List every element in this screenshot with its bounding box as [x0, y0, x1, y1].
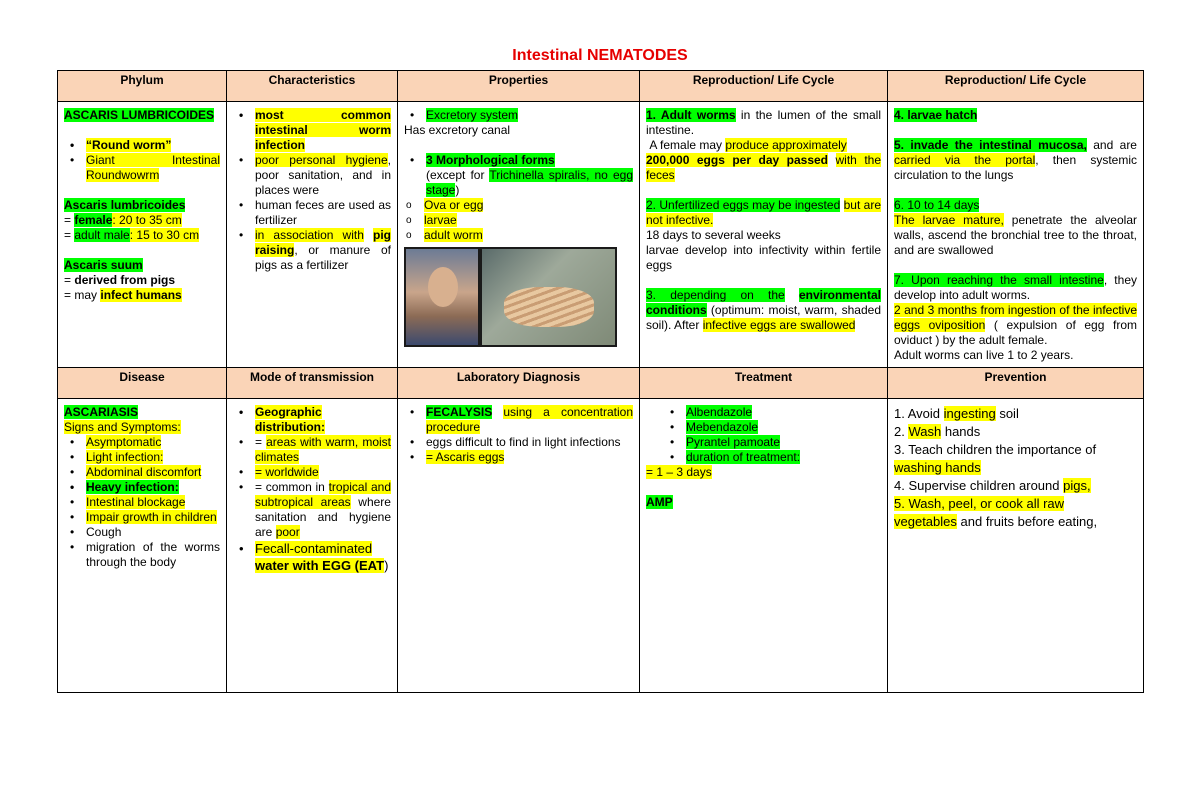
header-row-bottom	[58, 368, 1144, 399]
step-label: 1. Adult worms	[646, 108, 736, 122]
text: in the lumen of the small intestine.	[646, 108, 881, 137]
text: , then systemic circulation to the lungs	[894, 153, 1137, 182]
list-item: = worldwide	[255, 465, 319, 479]
text: , they develop into adult worms.	[894, 273, 1137, 302]
text: where sanitation and hygiene are	[255, 495, 391, 539]
list-item: Mebendazole	[686, 420, 759, 434]
step-label: 5. invade the intestinal mucosa,	[894, 138, 1087, 152]
properties-list	[404, 108, 633, 123]
list-item: Pyrantel pamoate	[686, 435, 781, 449]
text: poor	[275, 525, 300, 539]
header-treatment: Treatment	[640, 368, 888, 399]
cell-properties	[398, 102, 640, 368]
list-item: Heavy infection:	[86, 480, 179, 494]
disease-name: ASCARIASIS	[64, 405, 139, 419]
text: )	[455, 183, 460, 197]
list-item: Intestinal blockage	[86, 495, 186, 509]
text: and fruits before eating,	[960, 514, 1098, 529]
text: , poor sanitation, and in places were	[255, 153, 391, 197]
text: water with EGG (EAT	[255, 558, 385, 573]
text: vegetables	[894, 514, 957, 529]
text: =	[64, 228, 72, 242]
list-item: larvae	[424, 213, 457, 227]
treatment-duration: = 1 – 3 days	[646, 465, 712, 479]
text: = may	[64, 288, 98, 302]
forms-list	[404, 198, 633, 243]
list-item: Albendazole	[686, 405, 753, 419]
text: =	[64, 213, 72, 227]
list-item: adult worm	[424, 228, 483, 242]
text: (optimum: moist, warm, shaded soil). After	[646, 303, 881, 332]
text: Wash	[908, 424, 942, 439]
properties-list-2	[404, 153, 633, 198]
cell-treatment	[640, 399, 888, 693]
text: 2.	[894, 424, 905, 439]
cell-disease	[58, 399, 227, 693]
text: 2 and 3 months from ingestion of the infective eggs oviposition	[894, 303, 1137, 332]
text: penetrate the alveolar walls, ascend the bronchial tree to the throat, and are swallowed	[894, 213, 1137, 257]
list-item: 3 Morphological forms	[426, 153, 555, 167]
list-item: in association with	[255, 228, 364, 242]
cell-life-cycle-1	[640, 102, 888, 368]
header-characteristics: Characteristics	[227, 71, 398, 102]
phylum-list	[64, 138, 220, 183]
list-item: human feces are used as fertilizer	[255, 198, 391, 227]
text: , or manure of pigs as a fertilizer	[255, 243, 391, 272]
list-item: Excretory system	[426, 108, 519, 122]
list-item: Geographic distribution:	[255, 405, 325, 434]
list-item: “Round worm”	[86, 138, 172, 152]
subheading: Signs and Symptoms:	[64, 420, 181, 434]
text: ( expulsion of egg from oviduct ) by the adult female.	[894, 318, 1137, 347]
list-item: Asymptomatic	[86, 435, 162, 449]
text: produce approximately	[725, 138, 847, 152]
header-row-top	[58, 71, 1144, 102]
text: =	[255, 435, 263, 449]
page-title: Intestinal NEMATODES	[512, 47, 688, 64]
text: (except for	[426, 168, 485, 182]
text: Has excretory canal	[404, 123, 511, 137]
list-item: Ova or egg	[424, 198, 484, 212]
nematodes-table	[57, 70, 1144, 693]
male-value: : 15 to 30 cm	[129, 228, 200, 242]
list-item: = Ascaris eggs	[426, 450, 505, 464]
female-label: female	[74, 213, 113, 227]
header-life-cycle-2: Reproduction/ Life Cycle	[888, 71, 1144, 102]
text: 3. Teach children the importance of	[894, 442, 1097, 457]
content-row-bottom	[58, 399, 1144, 693]
list-item: Fecall-contaminated	[255, 541, 373, 556]
text: pigs,	[1063, 478, 1091, 493]
text: with the feces	[646, 153, 881, 182]
text: ingesting	[943, 406, 996, 421]
text: A female may	[649, 138, 723, 152]
subheading: Ascaris lumbricoides	[64, 198, 186, 212]
list-item: eggs difficult to find in light infections	[426, 435, 621, 449]
text: 200,000 eggs per day passed	[646, 153, 829, 167]
subheading: Ascaris suum	[64, 258, 143, 272]
text: but are not infective.	[646, 198, 882, 227]
step-label: 2. Unfertilized eggs may be ingested	[646, 198, 841, 212]
phylum-name: ASCARIS LUMBRICOIDES	[64, 108, 215, 122]
text: larvae develop into infectivity within fertile eggs	[646, 243, 881, 272]
step-label: 3. depending on the	[646, 288, 785, 302]
step-label: 4. larvae hatch	[894, 108, 978, 122]
cell-transmission	[227, 399, 398, 693]
text: hands	[944, 424, 981, 439]
header-properties: Properties	[398, 71, 640, 102]
header-mode-of-transmission: Mode of transmission	[227, 368, 398, 399]
text: The larvae mature,	[894, 213, 1004, 227]
cell-phylum	[58, 102, 227, 368]
list-item: duration of treatment:	[686, 450, 801, 464]
text: =	[64, 273, 72, 287]
ascaris-photo	[404, 247, 617, 347]
derived-text: derived from pigs	[74, 273, 176, 287]
list-item: poor personal hygiene	[255, 153, 388, 167]
list-item: migration of the worms through the body	[86, 540, 220, 569]
text: )	[384, 558, 389, 573]
text: 5. Wash, peel, or cook all raw	[894, 496, 1065, 511]
header-disease: Disease	[58, 368, 227, 399]
list-item: Impair growth in children	[86, 510, 217, 524]
text: = common in	[255, 480, 325, 494]
cell-life-cycle-2	[888, 102, 1144, 368]
text: pig raising	[255, 228, 391, 257]
list-item: most common intestinal worm infection	[255, 108, 391, 152]
cell-lab-diagnosis	[398, 399, 640, 693]
child-photo-panel	[406, 249, 478, 345]
content-row-top	[58, 102, 1144, 368]
text: carried via the portal	[894, 153, 1036, 167]
list-item: Cough	[86, 525, 122, 539]
cell-characteristics	[227, 102, 398, 368]
female-value: : 20 to 35 cm	[112, 213, 182, 227]
text: 18 days to several weeks	[646, 228, 781, 242]
list-item: Light infection:	[86, 450, 164, 464]
text: environmental conditions	[646, 288, 881, 317]
text: Trichinella spiralis, no egg stage	[426, 168, 633, 197]
step-label: 7. Upon reaching the small intestine	[894, 273, 1104, 287]
header-laboratory-diagnosis: Laboratory Diagnosis	[398, 368, 640, 399]
list-item: Abdominal discomfort	[86, 465, 202, 479]
list-item: FECALYSIS	[426, 405, 493, 419]
infect-text: infect humans	[100, 288, 182, 302]
text: Adult worms can live 1 to 2 years.	[894, 348, 1074, 362]
header-prevention: Prevention	[888, 368, 1144, 399]
text: using a concentration procedure	[426, 405, 634, 434]
worms-shape	[504, 287, 594, 327]
header-life-cycle-1: Reproduction/ Life Cycle	[640, 71, 888, 102]
treatment-amp: AMP	[646, 495, 673, 509]
cell-prevention	[888, 399, 1144, 693]
text: and are	[1093, 138, 1137, 152]
treatment-list	[646, 405, 881, 465]
text: 4. Supervise children around	[894, 478, 1060, 493]
characteristics-list	[233, 108, 391, 273]
lab-list	[404, 405, 633, 465]
transmission-list	[233, 405, 391, 574]
text: 1. Avoid	[894, 406, 941, 421]
symptoms-list	[64, 435, 220, 570]
list-item: areas with warm, moist climates	[255, 435, 391, 464]
list-item: Giant Intestinal Roundwowrm	[86, 153, 220, 182]
step-label: 6. 10 to 14 days	[894, 198, 980, 212]
text: soil	[999, 406, 1019, 421]
male-label: adult male	[74, 228, 130, 242]
text: infective eggs are swallowed	[702, 318, 856, 332]
list-item: tropical and subtropical areas	[255, 480, 391, 509]
header-phylum: Phylum	[58, 71, 227, 102]
text: washing hands	[894, 460, 981, 475]
